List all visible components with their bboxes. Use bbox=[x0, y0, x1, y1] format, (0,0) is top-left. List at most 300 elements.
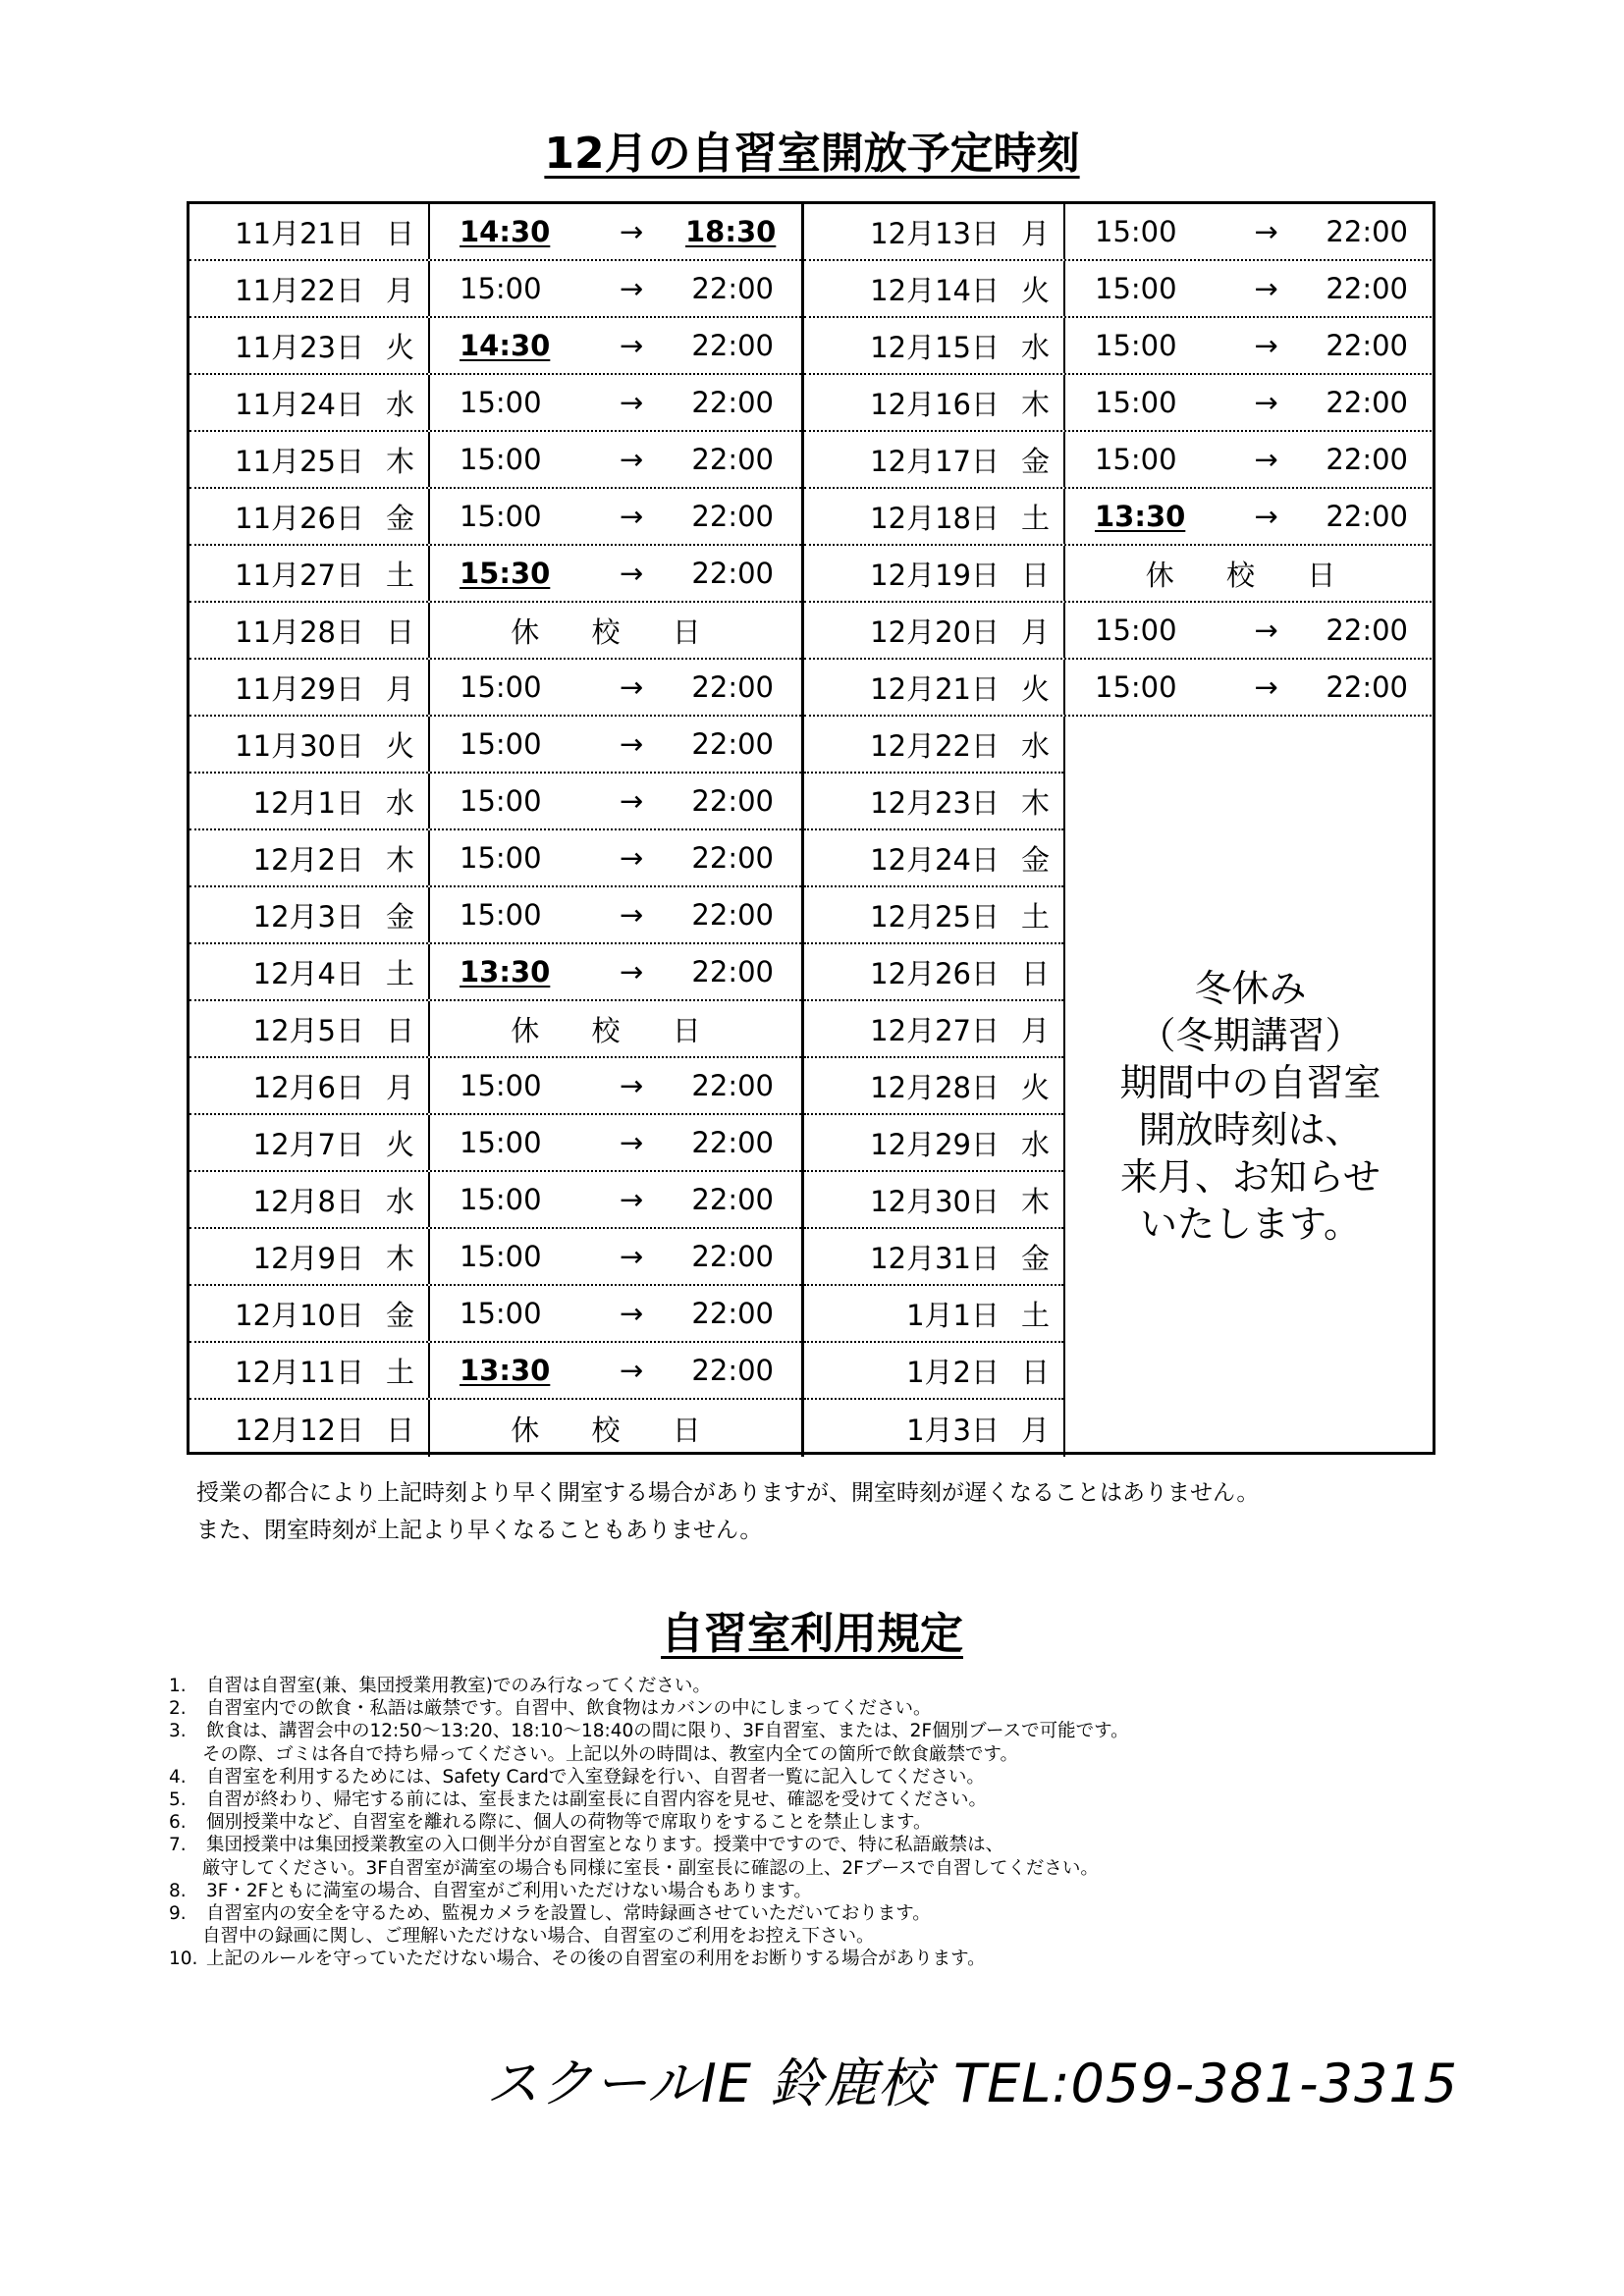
weekday-label: 金 bbox=[1020, 1241, 1050, 1275]
open-time: 15:00 bbox=[460, 898, 542, 932]
open-time: 15:00 bbox=[460, 443, 542, 476]
date-cell bbox=[804, 1115, 1063, 1170]
arrow-icon: → bbox=[1254, 329, 1278, 362]
close-time: 22:00 bbox=[691, 500, 774, 533]
date-cell bbox=[189, 1058, 430, 1113]
weekday-label: 木 bbox=[1020, 785, 1050, 820]
arrow-icon: → bbox=[1254, 272, 1278, 305]
date-label: 12月8日 bbox=[252, 1184, 364, 1218]
date-label: 12月24日 bbox=[870, 842, 1000, 877]
rule-text: 集団授業中は集団授業教室の入口側半分が自習室となります。授業中ですので、特に私語厳禁は、 bbox=[206, 1835, 1004, 1856]
winter-note-line: 期間中の自習室 bbox=[1119, 1061, 1381, 1104]
winter-note-line: 来月、お知らせ bbox=[1120, 1155, 1380, 1199]
arrow-icon: → bbox=[1254, 386, 1278, 419]
open-time: 15:00 bbox=[460, 727, 542, 761]
winter-note bbox=[1065, 717, 1435, 1457]
rule-text: その際、ゴミは各自で持ち帰ってください。上記以外の時間は、教室内全ての箇所で飲食厳禁です。 bbox=[202, 1743, 1019, 1765]
arrow-icon: → bbox=[619, 727, 644, 761]
date-label: 11月24日 bbox=[235, 387, 364, 421]
time-cell bbox=[430, 204, 801, 259]
weekday-label: 土 bbox=[385, 558, 414, 592]
schedule-row bbox=[189, 546, 801, 603]
open-time: 15:00 bbox=[460, 272, 542, 305]
arrow-icon: → bbox=[619, 1354, 644, 1387]
date-label: 12月5日 bbox=[252, 1013, 364, 1047]
date-cell bbox=[804, 204, 1065, 259]
open-time: 15:00 bbox=[460, 1126, 542, 1159]
weekday-label: 水 bbox=[385, 1184, 414, 1218]
footer-contact bbox=[486, 2042, 1458, 2117]
date-label: 12月20日 bbox=[870, 614, 1000, 649]
arrow-icon: → bbox=[619, 386, 644, 419]
schedule-row bbox=[189, 1058, 801, 1115]
date-label: 11月27日 bbox=[235, 558, 364, 592]
open-time: 15:00 bbox=[1095, 670, 1177, 704]
date-cell bbox=[804, 1400, 1063, 1457]
date-cell bbox=[804, 375, 1065, 430]
open-time: 15:00 bbox=[1095, 443, 1177, 476]
date-cell bbox=[189, 318, 430, 373]
date-label: 12月25日 bbox=[870, 899, 1000, 934]
date-cell bbox=[804, 432, 1065, 487]
close-time: 22:00 bbox=[1326, 670, 1408, 704]
rule-text: 自習室内での飲食・私語は厳禁です。自習中、飲食物はカバンの中にしまってください。 bbox=[206, 1698, 932, 1720]
date-label: 11月28日 bbox=[235, 614, 364, 649]
rules-title: 自習室利用規定 bbox=[661, 1609, 963, 1659]
weekday-label: 月 bbox=[385, 671, 414, 706]
close-time: 22:00 bbox=[691, 1354, 774, 1387]
time-cell bbox=[430, 717, 801, 772]
weekday-label: 水 bbox=[1020, 330, 1050, 364]
close-time: 18:30 bbox=[685, 215, 777, 248]
schedule-row bbox=[804, 830, 1063, 887]
arrow-icon: → bbox=[619, 215, 644, 248]
open-time: 15:00 bbox=[1095, 272, 1177, 305]
time-cell bbox=[430, 603, 801, 658]
date-cell bbox=[804, 318, 1065, 373]
open-time: 15:00 bbox=[460, 670, 542, 704]
rule-item bbox=[169, 1743, 1445, 1766]
date-label: 12月1日 bbox=[252, 785, 364, 820]
weekday-label: 土 bbox=[385, 1355, 414, 1389]
arrow-icon: → bbox=[619, 1297, 644, 1330]
arrow-icon: → bbox=[1254, 443, 1278, 476]
weekday-label: 日 bbox=[1020, 956, 1050, 990]
date-label: 12月18日 bbox=[870, 501, 1000, 535]
schedule-row bbox=[189, 1286, 801, 1343]
arrow-icon: → bbox=[619, 1069, 644, 1102]
date-cell bbox=[189, 1343, 430, 1398]
date-label: 12月23日 bbox=[870, 785, 1000, 820]
rule-item bbox=[169, 1857, 1445, 1880]
schedule-row bbox=[189, 204, 801, 261]
rule-text: 上記のルールを守っていただけない場合、その後の自習室の利用をお断りする場合があります。 bbox=[206, 1949, 986, 1970]
rule-text: 自習中の録画に関し、ご理解いただけない場合、自習室のご利用をお控え下さい。 bbox=[202, 1926, 875, 1948]
winter-note-line: いたします。 bbox=[1140, 1202, 1361, 1246]
open-time: 15:00 bbox=[1095, 614, 1177, 647]
rule-number: 10. bbox=[169, 1949, 198, 1970]
date-label: 12月4日 bbox=[252, 956, 364, 990]
rule-item bbox=[169, 1902, 1445, 1925]
date-cell bbox=[189, 887, 430, 942]
schedule-row bbox=[804, 318, 1435, 375]
date-label: 11月26日 bbox=[235, 501, 364, 535]
open-time: 15:30 bbox=[460, 557, 551, 590]
rule-number: 7. bbox=[169, 1835, 187, 1856]
rule-item bbox=[169, 1925, 1445, 1948]
rule-number: 3. bbox=[169, 1721, 187, 1742]
date-cell bbox=[189, 1172, 430, 1227]
arrow-icon: → bbox=[619, 841, 644, 875]
date-cell bbox=[189, 1286, 430, 1341]
open-time: 14:30 bbox=[460, 329, 551, 362]
close-time: 22:00 bbox=[691, 898, 774, 932]
arrow-icon: → bbox=[1254, 614, 1278, 647]
schedule-row bbox=[804, 1400, 1063, 1457]
arrow-icon: → bbox=[1254, 215, 1278, 248]
time-cell bbox=[1065, 318, 1435, 373]
rule-item bbox=[169, 1720, 1445, 1742]
date-label: 12月12日 bbox=[235, 1413, 364, 1447]
schedule-row bbox=[189, 1400, 801, 1457]
time-cell bbox=[430, 774, 801, 828]
weekday-label: 土 bbox=[1020, 899, 1050, 934]
schedule-row bbox=[804, 774, 1063, 830]
rule-text: 自習は自習室(兼、集団授業用教室)でのみ行なってください。 bbox=[206, 1676, 711, 1696]
winter-note-line: 開放時刻は、 bbox=[1138, 1108, 1363, 1151]
weekday-label: 木 bbox=[385, 1241, 414, 1275]
close-time: 22:00 bbox=[691, 727, 774, 761]
date-label: 1月2日 bbox=[906, 1355, 1000, 1389]
schedule-row bbox=[804, 603, 1435, 660]
date-label: 12月22日 bbox=[870, 728, 1000, 763]
close-time: 22:00 bbox=[691, 1183, 774, 1216]
weekday-label: 月 bbox=[1020, 1413, 1050, 1447]
close-time: 22:00 bbox=[1326, 215, 1408, 248]
date-label: 11月22日 bbox=[235, 273, 364, 307]
weekday-label: 日 bbox=[385, 614, 414, 649]
date-cell bbox=[804, 1229, 1063, 1284]
date-label: 12月13日 bbox=[870, 216, 1000, 250]
close-time: 22:00 bbox=[691, 272, 774, 305]
weekday-label: 金 bbox=[385, 501, 414, 535]
date-cell bbox=[804, 887, 1063, 942]
time-cell bbox=[430, 1343, 801, 1398]
date-label: 12月21日 bbox=[870, 671, 1000, 706]
time-cell bbox=[430, 944, 801, 999]
schedule-row bbox=[804, 660, 1435, 717]
date-cell bbox=[189, 774, 430, 828]
close-time: 22:00 bbox=[691, 443, 774, 476]
schedule-row bbox=[189, 1229, 801, 1286]
date-cell bbox=[189, 1229, 430, 1284]
close-time: 22:00 bbox=[691, 1069, 774, 1102]
weekday-label: 月 bbox=[1020, 614, 1050, 649]
time-cell bbox=[430, 1286, 801, 1341]
weekday-label: 水 bbox=[1020, 1127, 1050, 1161]
date-label: 11月21日 bbox=[235, 216, 364, 250]
weekday-label: 月 bbox=[385, 273, 414, 307]
winter-note-line: （冬期講習） bbox=[1138, 1014, 1363, 1057]
time-cell bbox=[1065, 489, 1435, 544]
note-line-1: 授業の都合により上記時刻より早く開室する場合がありますが、開室時刻が遅くなることはありません。 bbox=[196, 1480, 1260, 1506]
date-cell bbox=[804, 774, 1063, 828]
close-time: 22:00 bbox=[1326, 443, 1408, 476]
weekday-label: 金 bbox=[1020, 842, 1050, 877]
date-label: 1月3日 bbox=[906, 1413, 1000, 1447]
schedule-row bbox=[804, 1343, 1063, 1400]
arrow-icon: → bbox=[619, 898, 644, 932]
closed-label: 休 校 日 bbox=[511, 1413, 723, 1447]
rule-item bbox=[169, 1675, 1445, 1697]
close-time: 22:00 bbox=[1326, 272, 1408, 305]
schedule-row bbox=[189, 1343, 801, 1400]
rule-number: 2. bbox=[169, 1698, 187, 1720]
time-cell bbox=[430, 1400, 801, 1457]
weekday-label: 木 bbox=[1020, 1184, 1050, 1218]
close-time: 22:00 bbox=[691, 1126, 774, 1159]
date-cell bbox=[804, 546, 1065, 601]
date-label: 12月3日 bbox=[252, 899, 364, 934]
date-label: 11月29日 bbox=[235, 671, 364, 706]
footer-tel: TEL:059-381-3315 bbox=[953, 2053, 1459, 2114]
open-time: 15:00 bbox=[1095, 386, 1177, 419]
close-time: 22:00 bbox=[691, 955, 774, 988]
date-label: 12月26日 bbox=[870, 956, 1000, 990]
rule-item bbox=[169, 1697, 1445, 1720]
schedule-row bbox=[189, 944, 801, 1001]
open-time: 15:00 bbox=[460, 784, 542, 818]
schedule-row bbox=[189, 660, 801, 717]
weekday-label: 水 bbox=[1020, 728, 1050, 763]
winter-note-line: 冬休み bbox=[1194, 967, 1307, 1010]
date-label: 12月10日 bbox=[235, 1298, 364, 1332]
date-cell bbox=[189, 717, 430, 772]
date-label: 12月6日 bbox=[252, 1070, 364, 1104]
close-time: 22:00 bbox=[691, 841, 774, 875]
close-time: 22:00 bbox=[691, 670, 774, 704]
schedule-row bbox=[189, 887, 801, 944]
open-time: 15:00 bbox=[460, 1240, 542, 1273]
arrow-icon: → bbox=[619, 784, 644, 818]
close-time: 22:00 bbox=[691, 784, 774, 818]
weekday-label: 月 bbox=[1020, 1013, 1050, 1047]
schedule-row bbox=[804, 375, 1435, 432]
date-cell bbox=[804, 1058, 1063, 1113]
time-cell bbox=[1065, 546, 1435, 601]
rule-number: 9. bbox=[169, 1902, 187, 1924]
date-cell bbox=[189, 204, 430, 259]
winter-block bbox=[804, 717, 1435, 1457]
rule-number: 5. bbox=[169, 1789, 187, 1810]
weekday-label: 火 bbox=[385, 1127, 414, 1161]
date-cell bbox=[804, 660, 1065, 715]
rule-text: 自習室内の安全を守るため、監視カメラを設置し、常時録画させていただいております。 bbox=[206, 1902, 931, 1924]
rule-item bbox=[169, 1766, 1445, 1789]
rules-list bbox=[169, 1675, 1445, 1970]
schedule-row bbox=[804, 1058, 1063, 1115]
weekday-label: 日 bbox=[385, 1413, 414, 1447]
weekday-label: 火 bbox=[1020, 273, 1050, 307]
weekday-label: 金 bbox=[385, 899, 414, 934]
schedule-row bbox=[189, 432, 801, 489]
time-cell bbox=[1065, 204, 1435, 259]
rule-item bbox=[169, 1811, 1445, 1834]
schedule-row bbox=[189, 774, 801, 830]
arrow-icon: → bbox=[619, 1240, 644, 1273]
schedule-right-top bbox=[804, 204, 1435, 717]
date-label: 12月27日 bbox=[870, 1013, 1000, 1047]
schedule-row bbox=[804, 204, 1435, 261]
winter-dates bbox=[804, 717, 1065, 1457]
date-label: 12月14日 bbox=[870, 273, 1000, 307]
date-cell bbox=[189, 432, 430, 487]
open-time: 15:00 bbox=[460, 386, 542, 419]
open-time: 15:00 bbox=[460, 500, 542, 533]
rule-number: 4. bbox=[169, 1766, 187, 1788]
weekday-label: 木 bbox=[1020, 387, 1050, 421]
time-cell bbox=[430, 887, 801, 942]
date-cell bbox=[804, 261, 1065, 316]
arrow-icon: → bbox=[619, 500, 644, 533]
time-cell bbox=[430, 1115, 801, 1170]
rule-item bbox=[169, 1880, 1445, 1902]
date-label: 12月11日 bbox=[235, 1355, 364, 1389]
weekday-label: 火 bbox=[385, 728, 414, 763]
schedule-row bbox=[189, 603, 801, 660]
date-label: 12月31日 bbox=[870, 1241, 1000, 1275]
schedule-row bbox=[804, 261, 1435, 318]
schedule-row bbox=[804, 432, 1435, 489]
date-cell bbox=[804, 830, 1063, 885]
open-time: 15:00 bbox=[460, 1297, 542, 1330]
weekday-label: 火 bbox=[1020, 1070, 1050, 1104]
rule-number: 1. bbox=[169, 1676, 187, 1696]
arrow-icon: → bbox=[619, 955, 644, 988]
schedule-row bbox=[804, 944, 1063, 1001]
rule-number: 6. bbox=[169, 1812, 187, 1834]
schedule-table bbox=[187, 201, 1435, 1455]
weekday-label: 木 bbox=[385, 444, 414, 478]
schedule-row bbox=[804, 717, 1063, 774]
rule-item bbox=[169, 1789, 1445, 1811]
time-cell bbox=[430, 261, 801, 316]
arrow-icon: → bbox=[619, 272, 644, 305]
date-cell bbox=[189, 944, 430, 999]
date-label: 12月2日 bbox=[252, 842, 364, 877]
date-cell bbox=[804, 1172, 1063, 1227]
close-time: 22:00 bbox=[1326, 614, 1408, 647]
date-label: 12月17日 bbox=[870, 444, 1000, 478]
weekday-label: 月 bbox=[1020, 216, 1050, 250]
rule-item bbox=[169, 1834, 1445, 1856]
schedule-row bbox=[804, 1229, 1063, 1286]
arrow-icon: → bbox=[619, 1126, 644, 1159]
closed-label: 休 校 日 bbox=[1145, 558, 1358, 592]
arrow-icon: → bbox=[619, 443, 644, 476]
weekday-label: 日 bbox=[385, 216, 414, 250]
schedule-row bbox=[189, 830, 801, 887]
weekday-label: 日 bbox=[385, 1013, 414, 1047]
date-label: 12月16日 bbox=[870, 387, 1000, 421]
arrow-icon: → bbox=[619, 329, 644, 362]
open-time: 15:00 bbox=[1095, 329, 1177, 362]
date-cell bbox=[189, 375, 430, 430]
date-cell bbox=[804, 603, 1065, 658]
weekday-label: 水 bbox=[385, 785, 414, 820]
date-label: 1月1日 bbox=[906, 1298, 1000, 1332]
open-time: 15:00 bbox=[460, 841, 542, 875]
open-time: 13:30 bbox=[460, 1354, 551, 1387]
arrow-icon: → bbox=[1254, 500, 1278, 533]
close-time: 22:00 bbox=[691, 1297, 774, 1330]
time-cell bbox=[1065, 660, 1435, 715]
note-line-2: また、閉室時刻が上記より早くなることもありません。 bbox=[196, 1518, 763, 1543]
weekday-label: 土 bbox=[1020, 1298, 1050, 1332]
weekday-label: 土 bbox=[385, 956, 414, 990]
time-cell bbox=[430, 830, 801, 885]
date-cell bbox=[189, 546, 430, 601]
time-cell bbox=[1065, 432, 1435, 487]
time-cell bbox=[430, 1058, 801, 1113]
time-cell bbox=[430, 1172, 801, 1227]
arrow-icon: → bbox=[619, 670, 644, 704]
time-cell bbox=[430, 375, 801, 430]
open-time: 14:30 bbox=[460, 215, 551, 248]
schedule-row bbox=[189, 1115, 801, 1172]
footer-school: スクールIE 鈴鹿校 bbox=[486, 2053, 933, 2114]
weekday-label: 水 bbox=[385, 387, 414, 421]
open-time: 13:30 bbox=[460, 955, 551, 988]
weekday-label: 金 bbox=[385, 1298, 414, 1332]
time-cell bbox=[430, 1229, 801, 1284]
date-label: 12月15日 bbox=[870, 330, 1000, 364]
open-time: 15:00 bbox=[460, 1069, 542, 1102]
time-cell bbox=[1065, 603, 1435, 658]
closed-label: 休 校 日 bbox=[511, 614, 723, 649]
date-label: 11月30日 bbox=[235, 728, 364, 763]
schedule-row bbox=[189, 717, 801, 774]
date-cell bbox=[804, 489, 1065, 544]
close-time: 22:00 bbox=[691, 557, 774, 590]
close-time: 22:00 bbox=[1326, 329, 1408, 362]
rule-text: 個別授業中など、自習室を離れる際に、個人の荷物等で席取りをすることを禁止します。 bbox=[206, 1812, 932, 1834]
rule-text: 飲食は、講習会中の12:50～13:20、18:10～18:40の間に限り、3F自習室、または、2F個別ブースで可能です。 bbox=[206, 1721, 1129, 1742]
close-time: 22:00 bbox=[691, 1240, 774, 1273]
schedule-row bbox=[189, 318, 801, 375]
page-title: 12月の自習室開放予定時刻 bbox=[544, 129, 1080, 179]
weekday-label: 月 bbox=[385, 1070, 414, 1104]
date-cell bbox=[189, 489, 430, 544]
arrow-icon: → bbox=[1254, 670, 1278, 704]
time-cell bbox=[430, 318, 801, 373]
schedule-left-column bbox=[189, 204, 804, 1457]
rule-text: 3F・2Fともに満室の場合、自習室がご利用いただけない場合もあります。 bbox=[206, 1880, 812, 1901]
weekday-label: 日 bbox=[1020, 1355, 1050, 1389]
date-label: 11月23日 bbox=[235, 330, 364, 364]
arrow-icon: → bbox=[619, 1183, 644, 1216]
schedule-row bbox=[804, 489, 1435, 546]
date-label: 12月9日 bbox=[252, 1241, 364, 1275]
rule-text: 自習が終わり、帰宅する前には、室長または副室長に自習内容を見せ、確認を受けてください。 bbox=[206, 1789, 987, 1810]
schedule-row bbox=[804, 1286, 1063, 1343]
schedule-row bbox=[189, 375, 801, 432]
weekday-label: 金 bbox=[1020, 444, 1050, 478]
schedule-row bbox=[804, 887, 1063, 944]
date-label: 12月30日 bbox=[870, 1184, 1000, 1218]
open-time: 13:30 bbox=[1095, 500, 1186, 533]
weekday-label: 日 bbox=[1020, 558, 1050, 592]
